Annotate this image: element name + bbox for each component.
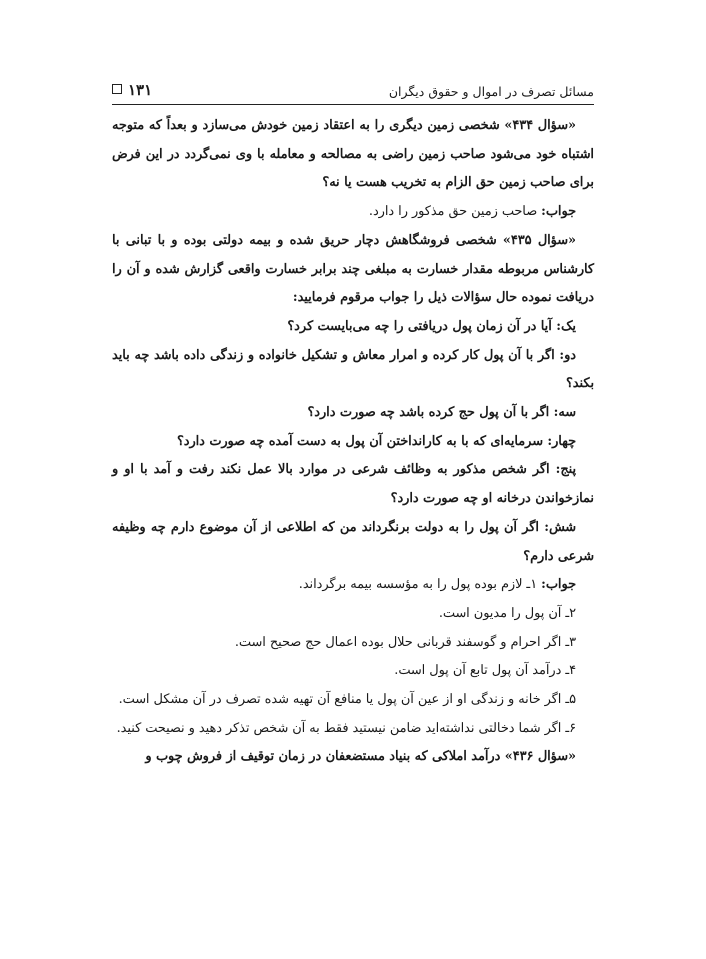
answer-435-item-1: [112, 571, 594, 600]
paragraph-text: ۶ـ اگر شما دخالتی نداشته‌اید ضامن نیستید فقط به آن شخص تذکر دهید و نصیحت کنید.: [116, 720, 576, 736]
paragraph-text: صاحب زمین حق مذکور را دارد.: [368, 204, 542, 220]
question-435-part-5: [112, 456, 594, 513]
paragraph-text: چهار: سرمایه‌ای که با به کارانداختن آن پول به دست آمده چه صورت دارد؟: [176, 433, 576, 449]
answer-434: [112, 198, 594, 227]
answer-435-item-6: [112, 715, 594, 744]
paragraph-text: ۲ـ آن پول را مدیون است.: [438, 605, 576, 621]
paragraph-text: دو: اگر با آن پول کار کرده و امرار معاش و تشکیل خانواده و زندگی داده باشد چه باید بکند؟: [112, 347, 594, 392]
paragraph-text: ۱ـ لازم بوده پول را به مؤسسه بیمه برگرداند.: [298, 577, 542, 593]
question-435-part-1: [112, 313, 594, 342]
answer-435-item-4: [112, 657, 594, 686]
question-436: [112, 743, 594, 772]
answer-label: جواب:: [541, 577, 576, 593]
paragraph-text: سه: اگر با آن پول حج کرده باشد چه صورت دارد؟: [307, 405, 576, 421]
paragraph-text: «سؤال ۴۳۶» درآمد املاکی که بنیاد مستضعفان در زمان توقیف از فروش چوب و: [145, 749, 576, 765]
answer-435-item-3: [112, 629, 594, 658]
answer-label: جواب:: [541, 204, 576, 220]
page-number-text: ۱۳۱: [128, 81, 153, 99]
running-header-title: مسائل تصرف در اموال و حقوق دیگران: [388, 84, 594, 99]
paragraph-text: ۴ـ درآمد آن پول تابع آن پول است.: [394, 663, 576, 679]
paragraph-text: شش: اگر آن پول را به دولت برنگرداند من که اطلاعی از آن موضوع دارم چه وظیفه شرعی دارم؟: [112, 519, 594, 564]
page-marker-square-icon: [112, 84, 122, 94]
paragraph-text: یک: آیا در آن زمان پول دریافتی را چه می‌بایست کرد؟: [287, 318, 576, 334]
question-434: [112, 112, 594, 198]
paragraph-text: ۵ـ اگر خانه و زندگی او از عین آن پول یا منافع آن تهیه شده تصرف در آن مشکل است.: [118, 692, 576, 708]
page-body: [112, 112, 594, 772]
answer-435-item-5: [112, 686, 594, 715]
paragraph-text: ۳ـ اگر احرام و گوسفند قربانی حلال بوده اعمال حج صحیح است.: [234, 634, 576, 650]
paragraph-text: «سؤال ۴۳۵» شخصی فروشگاهش دچار حریق شده و بیمه دولتی بوده و با تبانی با کارشناس مربوطه مقدار خسارت به مبلغی چند برابر خسارت واقعی گزارش شده و آن را دریافت نموده حال سؤالات ذیل را جواب مرقوم فرمایید:: [112, 232, 594, 306]
answer-435-item-2: [112, 600, 594, 629]
question-435: [112, 227, 594, 313]
question-435-part-4: [112, 428, 594, 457]
question-435-part-3: [112, 399, 594, 428]
page-number: [112, 81, 152, 99]
question-435-part-2: [112, 342, 594, 399]
question-435-part-6: [112, 514, 594, 571]
paragraph-text: «سؤال ۴۳۴» شخصی زمین دیگری را به اعتقاد زمین خودش می‌سازد و بعداً که متوجه اشتباه خود می‌شود صاحب زمین راضی به مصالحه و معامله با وی نمی‌گردد در این فرض برای صاحب زمین حق الزام به تخریب هست یا نه؟: [112, 118, 594, 191]
running-header: [112, 80, 594, 105]
paragraph-text: پنج: اگر شخص مذکور به وظائف شرعی در موارد بالا عمل نکند رفت و آمد با او و نمازخواندن درخانه او چه صورت دارد؟: [112, 462, 594, 507]
